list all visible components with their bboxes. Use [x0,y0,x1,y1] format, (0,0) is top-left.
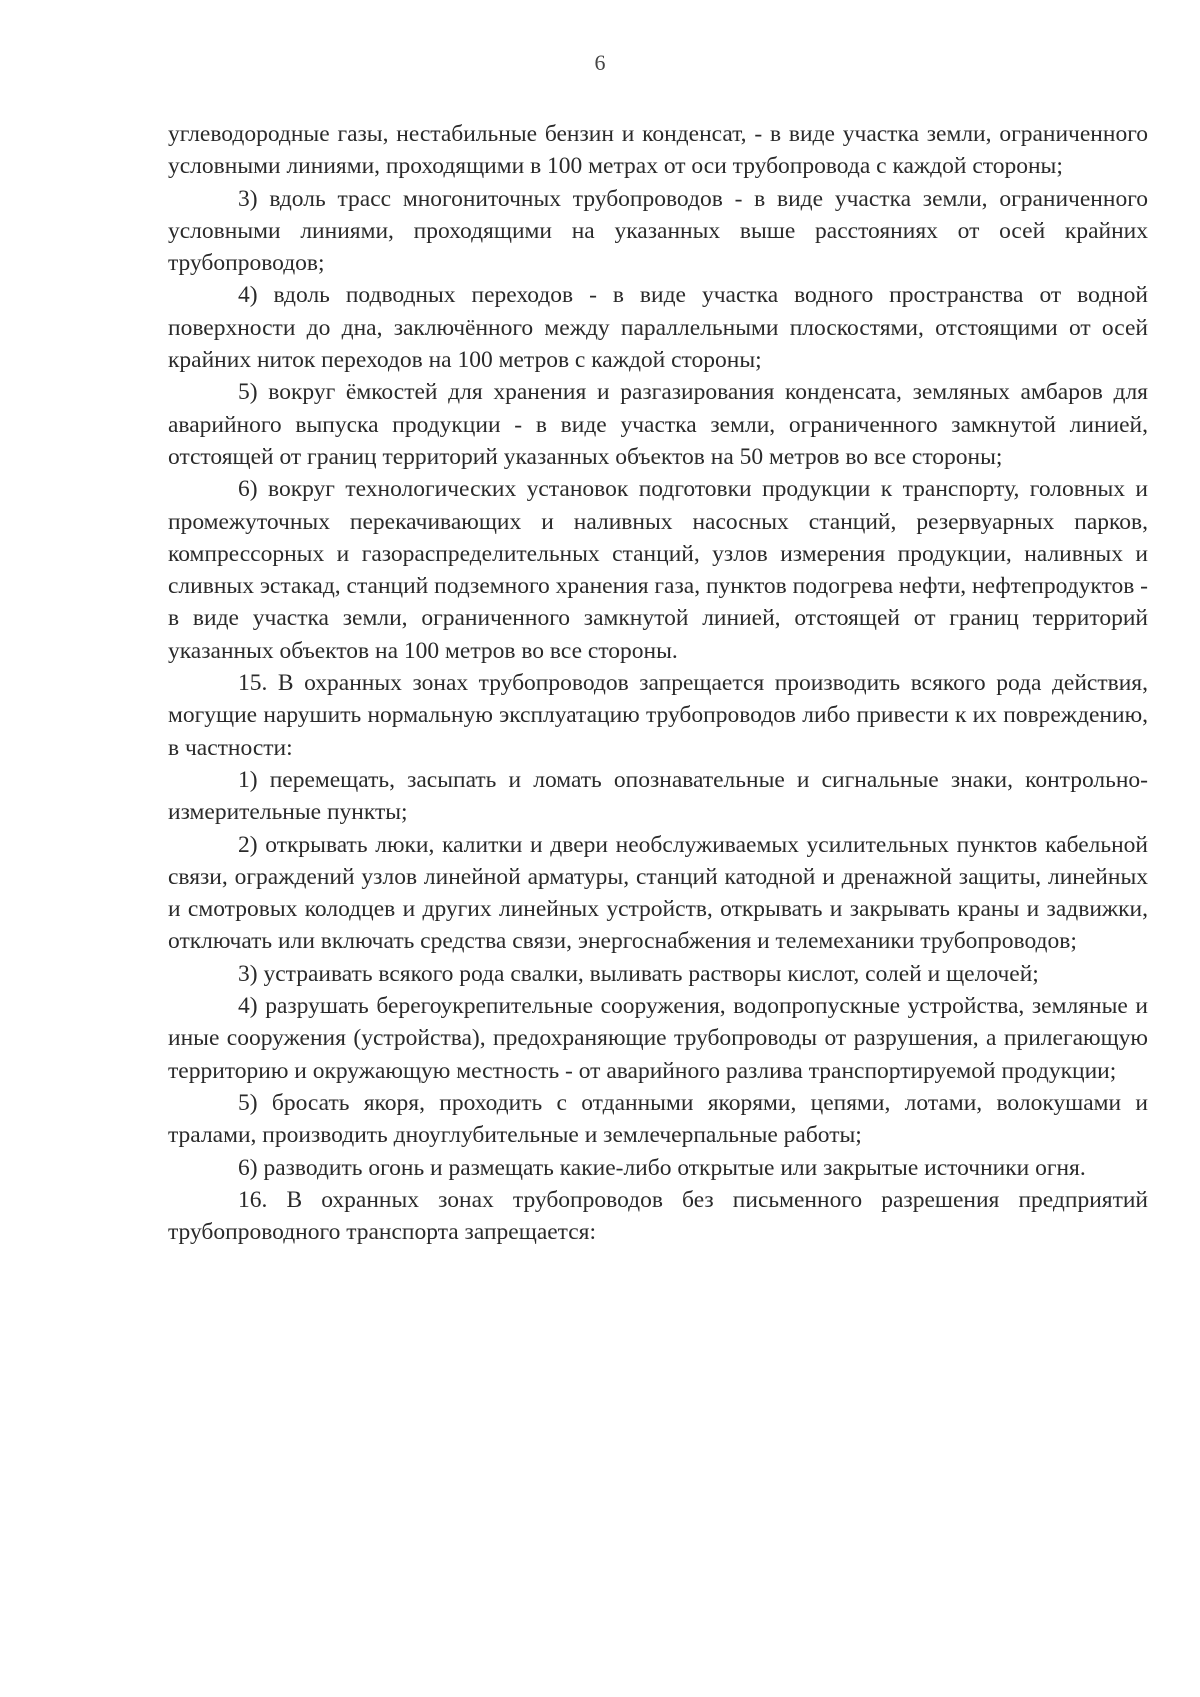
paragraph: 4) разрушать берегоукрепительные сооружения, водопропускные устройства, земляные и иные сооружения (устройства), предохраняющие трубопроводы от разрушения, а прилегающую территорию и окружающую местность - от аварийного разлива транспортируемой продукции; [168,993,1148,1084]
page-number: 6 [594,50,606,75]
paragraph: 2) открывать люки, калитки и двери необслуживаемых усилительных пунктов кабельной связи, ограждений узлов линейной арматуры, станций катодной и дренажной защиты, линейных и смотровых колодцев и других линейных устройств, открывать и закрывать краны и задвижки, отключать или включать средства связи, энергоснабжения и телемеханики трубопроводов; [168,831,1148,955]
document-body [168,118,1148,1248]
paragraph: 15. В охранных зонах трубопроводов запрещается производить всякого рода действия, могущие нарушить нормальную эксплуатацию трубопроводов либо привести к их повреждению, в частности: [168,670,1148,761]
paragraph: углеводородные газы, нестабильные бензин и конденсат, - в виде участка земли, ограниченного условными линиями, проходящими в 100 метрах от оси трубопровода с каждой стороны; [168,121,1148,180]
paragraph: 3) вдоль трасс многониточных трубопроводов - в виде участка земли, ограниченного условными линиями, проходящими на указанных выше расстояниях от осей крайних трубопроводов; [168,185,1148,277]
paragraph: 5) вокруг ёмкостей для хранения и разгазирования конденсата, земляных амбаров для аварийного выпуска продукции - в виде участка земли, ограниченного замкнутой линией, отстоящей от границ территорий указанных объектов на 50 метров во все стороны; [168,379,1148,470]
paragraph: 16. В охранных зонах трубопроводов без письменного разрешения предприятий трубопроводного транспорта запрещается: [168,1186,1148,1246]
paragraph: 3) устраивать всякого рода свалки, выливать растворы кислот, солей и щелочей; [238,960,1039,987]
paragraph: 5) бросать якоря, проходить с отданными якорями, цепями, лотами, волокушами и тралами, производить дноуглубительные и землечерпальные работы; [168,1089,1148,1149]
paragraph: 6) вокруг технологических установок подготовки продукции к транспорту, головных и промежуточных перекачивающих и наливных насосных станций, резервуарных парков, компрессорных и газораспределительных станций, узлов измерения продукции, наливных и сливных эстакад, станций подземного хранения газа, пунктов подогрева нефти, нефтепродуктов - в виде участка земли, ограниченного замкнутой линией, отстоящей от границ территорий указанных объектов на 100 метров во все стороны. [168,476,1148,664]
paragraph: 6) разводить огонь и размещать какие-либо открытые или закрытые источники огня. [238,1154,1086,1181]
paragraph: 1) перемещать, засыпать и ломать опознавательные и сигнальные знаки, контрольно-измерительные пункты; [168,766,1148,826]
paragraph: 4) вдоль подводных переходов - в виде участка водного пространства от водной поверхности до дна, заключённого между параллельными плоскостями, отстоящими от осей крайних ниток переходов на 100 метров с каждой стороны; [168,282,1148,374]
